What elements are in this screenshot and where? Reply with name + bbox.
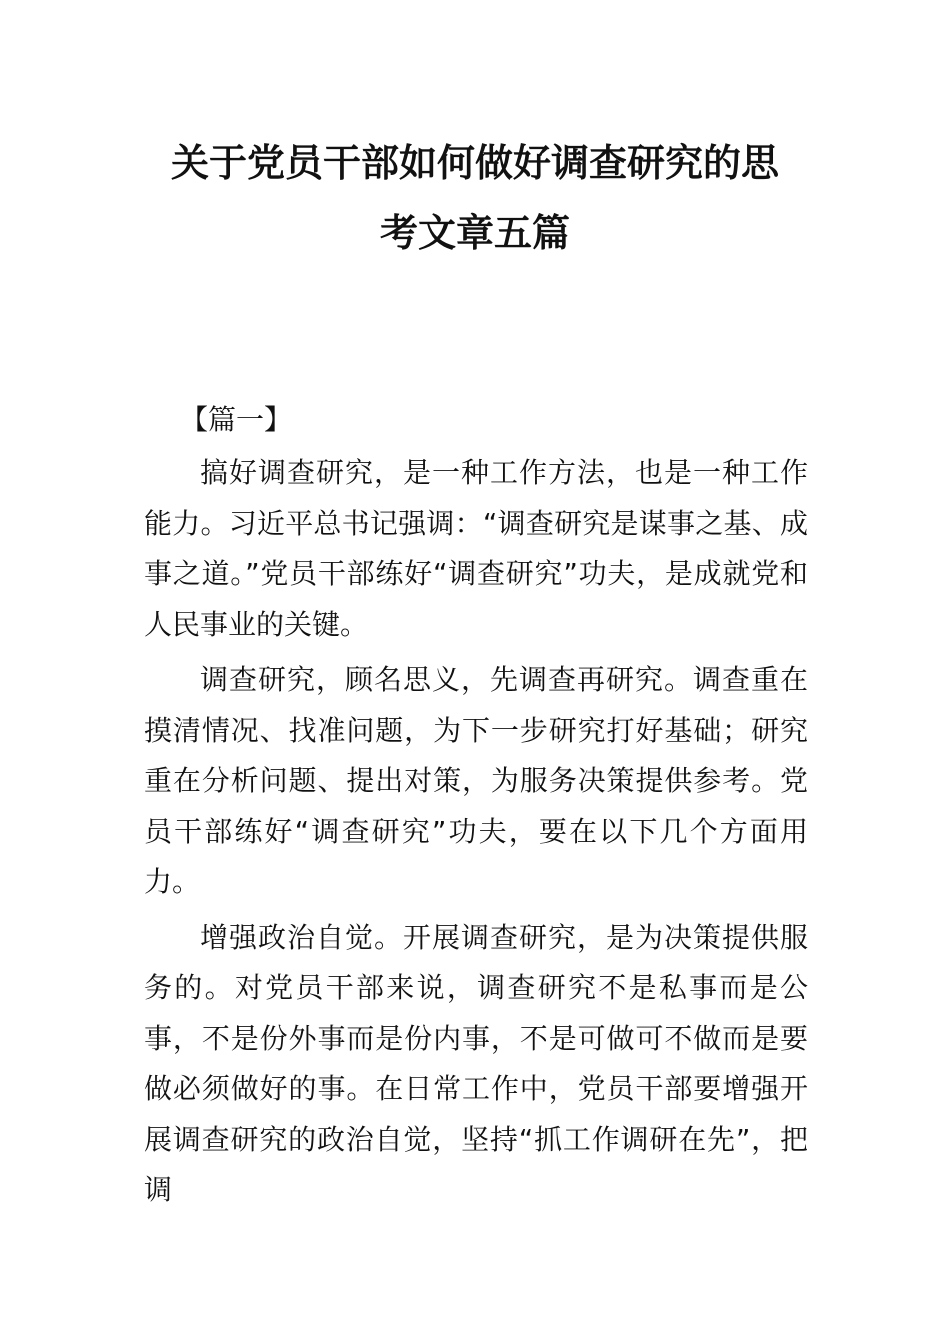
document-title [140, 128, 810, 268]
document-body [144, 395, 808, 1221]
document-title-line-2: 考文章五篇 [379, 211, 570, 255]
document-title-line-1: 关于党员干部如何做好调查研究的思 [170, 141, 779, 185]
paragraph-3: 增强政治自觉。开展调查研究，是为决策提供服务的。对党员干部来说，调查研究不是私事而是公事，不是份外事而是份内事，不是可做可不做而是要做必须做好的事。在日常工作中，党员干部要增强开展调查研究的政治自觉，坚持“抓工作调研在先”，把调 [144, 920, 808, 1206]
paragraph-1: 搞好调查研究，是一种工作方法，也是一种工作能力。习近平总书记强调：“调查研究是谋事之基、成事之道。”党员干部练好“调查研究”功夫，是成就党和人民事业的关键。 [144, 456, 808, 641]
paragraph-2: 调查研究，顾名思义，先调查再研究。调查重在摸清情况、找准问题，为下一步研究打好基础；研究重在分析问题、提出对策，为服务决策提供参考。党员干部练好“调查研究”功夫，要在以下几个方面用力。 [144, 663, 808, 898]
section-heading: 【篇一】 [180, 403, 293, 436]
